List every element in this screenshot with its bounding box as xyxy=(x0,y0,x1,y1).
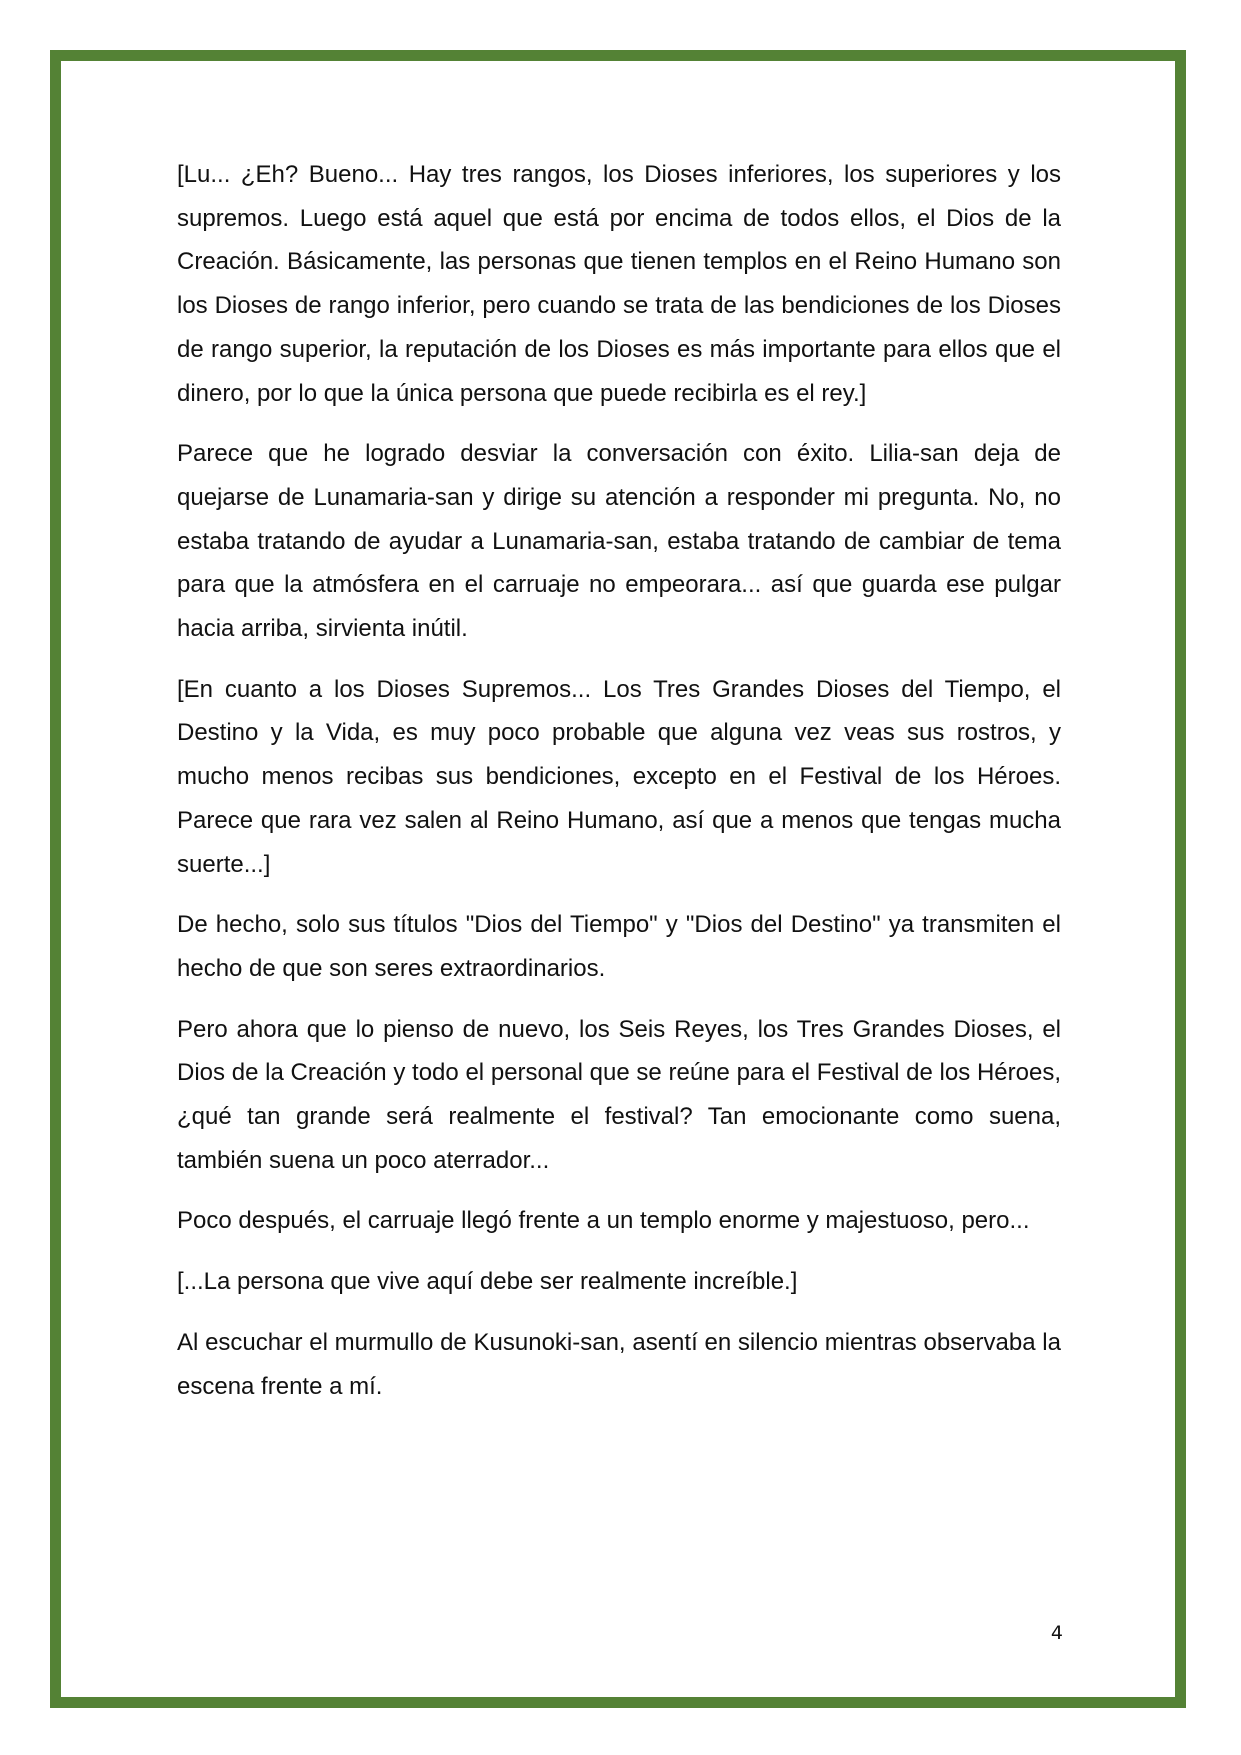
paragraph: Pero ahora que lo pienso de nuevo, los Seis Reyes, los Tres Grandes Dioses, el Dios de la Creación y todo el personal que se reúne para el Festival de los Héroes, ¿qué tan grande será realmente el festival? Tan emocionante como suena, también suena un poco aterrador... xyxy=(177,1015,1061,1174)
paragraph: [Lu... ¿Eh? Bueno... Hay tres rangos, los Dioses inferiores, los superiores y los supremos. Luego está aquel que está por encima de todos ellos, el Dios de la Creación. Básicamente, las personas que tienen templos en el Reino Humano son los Dioses de rango inferior, pero cuando se trata de las bendiciones de los Dioses de rango superior, la reputación de los Dioses es más importante para ellos que el dinero, por lo que la única persona que puede recibirla es el rey.] xyxy=(177,161,1061,407)
paragraph: De hecho, solo sus títulos "Dios del Tiempo" y "Dios del Destino" ya transmiten el hecho de que son seres extraordinarios. xyxy=(177,911,1061,982)
paragraph: [...La persona que vive aquí debe ser realmente increíble.] xyxy=(177,1268,798,1296)
paragraph: Poco después, el carruaje llegó frente a un templo enorme y majestuoso, pero... xyxy=(177,1207,1030,1235)
paragraph: Al escuchar el murmullo de Kusunoki-san, asentí en silencio mientras observaba la escena frente a mí. xyxy=(177,1328,1061,1400)
document-body xyxy=(177,153,1061,1425)
paragraph: Parece que he logrado desviar la conversación con éxito. Lilia-san deja de quejarse de Lunamaria-san y dirige su atención a responder mi pregunta. No, no estaba tratando de ayudar a Lunamaria-san, estaba tratando de cambiar de tema para que la atmósfera en el carruaje no empeorara... así que guarda ese pulgar hacia arriba, sirvienta inútil. xyxy=(177,440,1061,643)
page-number: 4 xyxy=(1050,1622,1063,1644)
paragraph: [En cuanto a los Dioses Supremos... Los Tres Grandes Dioses del Tiempo, el Destino y la Vida, es muy poco probable que alguna vez veas sus rostros, y mucho menos recibas sus bendiciones, excepto en el Festival de los Héroes. Parece que rara vez salen al Reino Humano, así que a menos que tengas mucha suerte...] xyxy=(177,675,1061,878)
